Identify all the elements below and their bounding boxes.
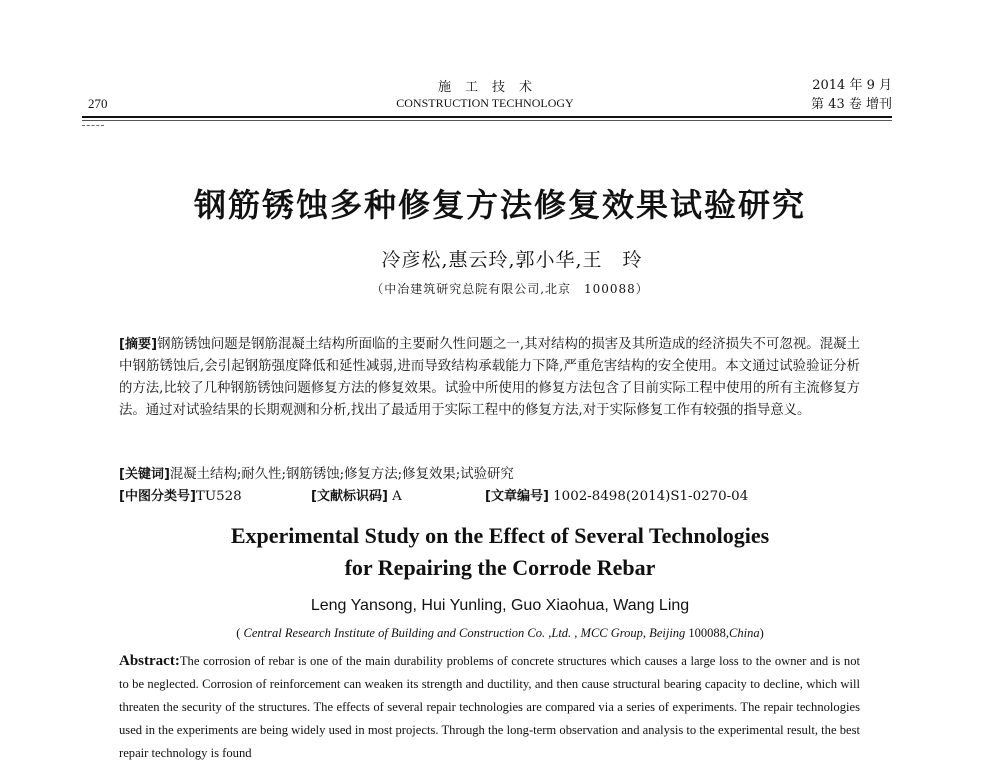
affiliation-en-zip: 100088 xyxy=(688,626,726,640)
abstract-en-label: Abstract: xyxy=(119,653,180,669)
issue-date: 2014 年 9 月 xyxy=(812,78,892,93)
journal-name-en: CONSTRUCTION TECHNOLOGY xyxy=(396,96,574,110)
page-number: 270 xyxy=(88,96,108,111)
clc-value: TU528 xyxy=(195,489,242,504)
abstract-en-text: The corrosion of rebar is one of the main durability problems of concrete structures which causes a large loss to the owner and is not to be neglected. Corrosion of reinforcement can weaken its strength and ductility, and then cause structural bearing capacity to decline, which will threaten the security of the structures. The effects of several repair technologies are compared via a series of experiments. The repair technologies used in the experiments are being widely used in most projects. Through the long-term observation and analysis to the experimental result, the best repair technology is found xyxy=(119,654,860,760)
affiliation-en-text: Central Research Institute of Building and Construction Co. ,Ltd. , MCC Group, Beijing xyxy=(243,626,686,640)
title-en-line2: for Repairing the Corrode Rebar xyxy=(344,555,656,580)
keywords-label: [关键词] xyxy=(119,467,170,482)
clc-label: [中图分类号] xyxy=(119,489,196,504)
article-no-label: [文章编号] xyxy=(485,489,549,504)
affiliation-en xyxy=(0,626,1000,641)
article-no-field xyxy=(485,485,748,504)
issue-volume: 第 43 卷 增刊 xyxy=(811,97,892,112)
abstract-en xyxy=(119,650,860,765)
authors-cn: 冷彦松,惠云玲,郭小华,王 玲 xyxy=(381,249,643,271)
authors-en: Leng Yansong, Hui Yunling, Guo Xiaohua, Wang Ling xyxy=(310,597,690,614)
keywords-text: 混凝土结构;耐久性;钢筋锈蚀;修复方法;修复效果;试验研究 xyxy=(169,467,514,482)
issue-info xyxy=(811,76,892,114)
affiliation-en-close: ) xyxy=(759,626,764,640)
abstract-cn-label: [摘要] xyxy=(119,337,158,352)
doc-code-label: [文献标识码] xyxy=(311,489,388,504)
doc-code-field xyxy=(311,485,402,504)
affiliation-cn: （中冶建筑研究总院有限公司,北京 100088） xyxy=(371,282,649,296)
affiliation-en-country: ,China xyxy=(725,626,760,640)
abstract-cn-text: 钢筋锈蚀问题是钢筋混凝土结构所面临的主要耐久性问题之一,其对结构的损害及其所造成的经济损失不可忽视。混凝土中钢筋锈蚀后,会引起钢筋强度降低和延性减弱,进而导致结构承载能力下降,严重危害结构的安全使用。本文通过试验验证分析的方法,比较了几种钢筋锈蚀问题修复方法的修复效果。试验中所使用的修复方法包含了目前实际工程中使用的所有主流修复方法。通过对试验结果的长期观测和分析,找出了最适用于实际工程中的修复方法,对于实际修复工作有较强的指导意义。 xyxy=(119,337,860,418)
title-en-line1: Experimental Study on the Effect of Several Technologies xyxy=(230,523,770,548)
affiliation-en-open: ( xyxy=(236,626,244,640)
title-cn: 钢筋锈蚀多种修复方法修复效果试验研究 xyxy=(193,186,806,224)
keywords-cn xyxy=(119,463,514,482)
journal-header xyxy=(360,76,610,111)
classification-row xyxy=(119,485,860,507)
journal-name-cn: 施工技术 xyxy=(437,80,546,95)
article-no-value: 1002-8498(2014)S1-0270-04 xyxy=(553,489,749,504)
abstract-cn xyxy=(119,334,860,422)
header-rule xyxy=(82,116,892,118)
header-dash-mark xyxy=(82,125,104,126)
header-rule-thin xyxy=(82,120,892,121)
doc-code-value: A xyxy=(392,489,402,504)
title-en xyxy=(0,520,1000,584)
clc-field xyxy=(119,485,242,504)
